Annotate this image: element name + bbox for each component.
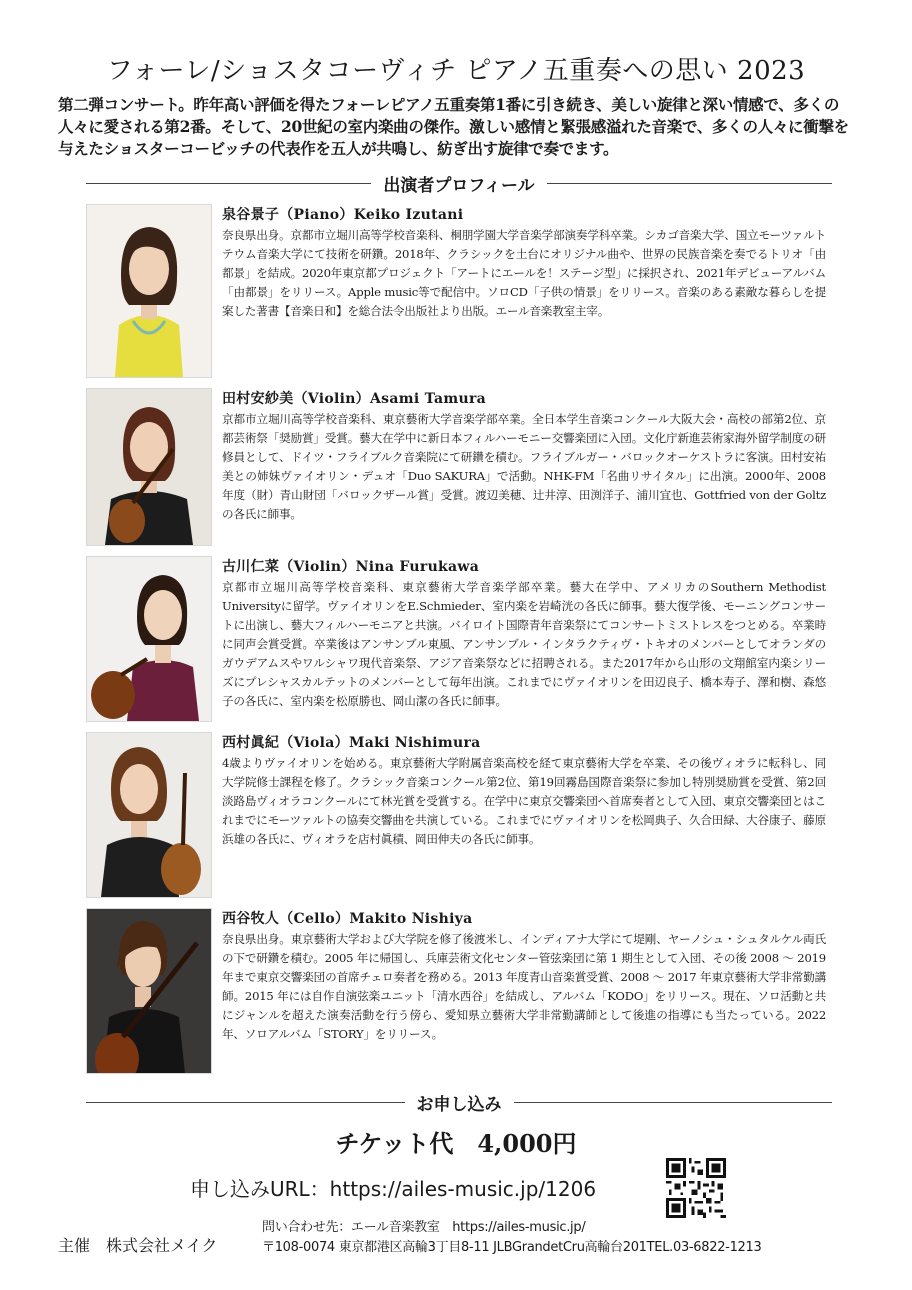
performer-bio: 京都市立堀川高等学校音楽科、東京藝術大学音楽学部卒業。藝大在学中、アメリカのSouthern Methodist Universityに留学。ヴァイオリンをE.Schmieder、室内楽を岩崎洸の各氏に師事。藝大復学後、モーニングコンサートに出演し、藝大フィルハーモニアと共演。バイロイト国際青年音楽祭にてコンサートミストレスをつとめる。卒業時に同声会賞受賞。卒業後はアンサンブル東風、アンサンブル・インタラクティヴ・トキオのメンバーとしてオランダのガウデアムスやワルシャワ現代音楽祭、アジア音楽祭などに招聘される。また2017年から山形の文翔館室内楽シリーズにプレシャスカルテットのメンバーとして毎年出演。これまでにヴァイオリンを田辺良子、橋本寿子、澤和樹、森悠子の各氏に、室内楽を松原勝也、岡山潔の各氏に師事。: [222, 580, 826, 708]
divider: [547, 183, 832, 184]
address-line: 〒108-0074 東京都港区高輪3丁目8-11 JLBGrandetCru高輪台201TEL.03-6822-1213: [262, 1240, 762, 1255]
profiles-heading: 出演者プロフィール: [383, 175, 535, 196]
divider: [514, 1102, 833, 1103]
performer-photo: [86, 732, 212, 898]
ticket-price: チケット代 4,000円: [335, 1129, 577, 1158]
contact-line: 問い合わせ先：エール音楽教室 https://ailes-music.jp/: [262, 1220, 586, 1235]
performer-name: 西谷牧人（Cello）Makito Nishiya: [222, 911, 473, 927]
intro-text: 第二弾コンサート。昨年高い評価を得たフォーレピアノ五重奏第1番に引き続き、美しい旋律と深い情感で、多くの人々に愛される第2番。そして、20世紀の室内楽曲の傑作。激しい感情と緊張感溢れた音楽で、多くの人々に衝撃を与えたショスターコービッチの代表作を五人が共鳴し、紡ぎ出す旋律で奏でます。: [58, 95, 849, 158]
performer-name: 泉谷景子（Piano）Keiko Izutani: [222, 207, 464, 223]
performer-profile-violin-1: [86, 388, 826, 552]
qr-code-graphic: [666, 1158, 726, 1218]
performer-bio: 奈良県出身。東京藝術大学および大学院を修了後渡米し、インディアナ大学にて堤剛、ヤーノシュ・シュタルケル両氏の下で研鑽を積む。2005 年に帰国し、兵庫芸術文化センター管弦楽団に第 1 期生として入団、その後 2008 ～ 2019 年まで東京交響楽団の首席チェロ奏者を務める。2013 年度青山音楽賞受賞、2008 ～ 2017 年東京藝術大学非常勤講師。2015 年には自作自演弦楽ユニット「清水西谷」を結成し、アルバム「KODO」をリリース。現在、ソロ活動と共にジャンルを超えた演奏活動を行う傍ら、愛知県立藝術大学非常勤講師として後進の指導にも当たっている。2022 年、ソロアルバム「STORY」をリリース。: [222, 932, 826, 1041]
performer-name: 古川仁菜（Violin）Nina Furukawa: [222, 559, 480, 575]
performer-photo: [86, 556, 212, 722]
profiles-heading-row: [86, 170, 832, 196]
performer-bio: 奈良県出身。京都市立堀川高等学校音楽科、桐朋学園大学音楽学部演奏学科卒業。シカゴ音楽大学、国立モーツァルトテウム音楽大学にて技術を研鑽。2018年、クラシックを土台にオリジナル曲や、世界の民族音楽を奏でるトリオ「由都景」を結成。2020年東京都プロジェクト「アートにエールを！ステージ型」に採択され、2021年デビューアルバム「由都景」をリリース。Apple music等で配信中。ソロCD「子供の情景」をリリース。音楽のある素敵な暮らしを提案した著書【音楽日和】を総合法令出版社より出版。エール音楽教室主宰。: [222, 228, 826, 318]
performer-name: 田村安紗美（Violin）Asami Tamura: [222, 391, 486, 407]
divider: [86, 183, 371, 184]
performer-name: 西村眞紀（Viola）Maki Nishimura: [222, 735, 481, 751]
contact-info: [262, 1218, 761, 1258]
application-url-link[interactable]: 申し込みURL：https://ailes-music.jp/1206: [190, 1177, 597, 1201]
application-heading: お申し込み: [416, 1094, 502, 1115]
divider: [86, 1102, 405, 1103]
organizer: 主催 株式会社メイク: [58, 1236, 218, 1255]
performer-photo: [86, 388, 212, 546]
application-heading-row: [86, 1089, 832, 1115]
performer-profile-cello: [86, 908, 826, 1078]
performer-photo: [86, 204, 212, 378]
performer-profile-viola: [86, 732, 826, 902]
performer-bio: 京都市立堀川高等学校音楽科、東京藝術大学音楽学部卒業。全日本学生音楽コンクール大阪大会・高校の部第2位、京都芸術祭「奨励賞」受賞。藝大在学中に新日本フィルハーモニー交響楽団に入団。文化庁新進芸術家海外留学制度の研修員として、ドイツ・フライブルク音楽院にて研鑽を積む。フライブルガー・バロックオーケストラに客演。田村安祐美との姉妹ヴァイオリン・デュオ「Duo SAKURA」で活動。NHK-FM「名曲リサイタル」に出演。2000年、2008年度（財）青山財団「バロックザール賞」受賞。渡辺美穂、辻井淳、田渕洋子、浦川宜也、Gottfried von der Goltzの各氏に師事。: [222, 412, 826, 521]
performer-profile-piano: [86, 204, 826, 380]
qr-code-icon[interactable]: [666, 1158, 726, 1218]
performer-photo: [86, 908, 212, 1074]
page-title: フォーレ/ショスタコーヴィチ ピアノ五重奏への思い 2023: [106, 56, 806, 86]
performer-bio: 4歳よりヴァイオリンを始める。東京藝術大学附属音楽高校を経て東京藝術大学を卒業、その後ヴィオラに転科し、同大学院修士課程を修了。クラシック音楽コンクール第2位、第19回霧島国際音楽祭に参加し特別奨励賞を受賞、第2回淡路島ヴィオラコンクールにて林光賞を受賞する。在学中に東京交響楽団へ首席奏者として入団、東京交響楽団とはこれまでにモーツァルトの協奏交響曲を共演している。これまでにヴァイオリンを松岡典子、久合田緑、大谷康子、藤原浜雄の各氏に、ヴィオラを店村眞積、岡田伸夫の各氏に師事。: [222, 756, 826, 846]
performer-profile-violin-2: [86, 556, 826, 726]
